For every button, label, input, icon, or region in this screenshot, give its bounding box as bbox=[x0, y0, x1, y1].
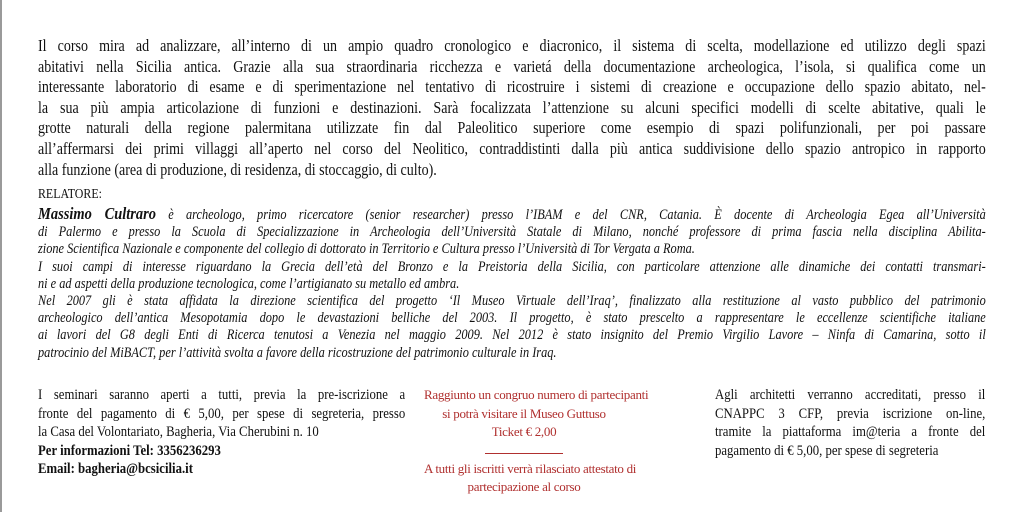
text-line: Nel 2007 gli è stata affidata la direzione scientifica del progetto ‘Il Museo Virtuale dell’Iraq’, finalizzato alla restituzione al vasto pubblico del patrimonio bbox=[38, 293, 986, 310]
text-line: fronte del pagamento di € 5,00, per spese di segreteria, presso bbox=[38, 405, 406, 422]
text-line: Il corso mira ad analizzare, all’interno di un ampio quadro cronologico e diacronico, il sistema di scelta, modellazione ed utilizzo degli spazi bbox=[38, 36, 986, 55]
text-line: zione Scientifica Nazionale e componente del collegio di dottorato in Territorio e Cultura presso l’Università di Tor Vergata a Roma. bbox=[38, 241, 695, 258]
speaker-name: Massimo Cultraro bbox=[38, 204, 157, 223]
text-line: si potrà visitare il Museo Guttuso bbox=[442, 405, 606, 421]
divider bbox=[485, 453, 563, 454]
ticket-price: Ticket € 2,00 bbox=[491, 424, 557, 439]
text-line: di Palermo e presso la Scuola di Specializzazione in Archeologia dell’Università Statale di Milano, nonché professore di prima fascia nella disciplina Abilita- bbox=[38, 224, 986, 241]
text-line: ni e ad aspetti della produzione tecnologica, come l’artigianato su metallo ed ambra. bbox=[38, 275, 460, 292]
text-line: grotte naturali della regione palermitana utilizzate fin dal Paleolitico superiore come esempio di spazi polifunzionali, per poi passare bbox=[38, 118, 986, 138]
text-line: pagamento di € 5,00, per spese di segreteria bbox=[715, 442, 939, 459]
bio-text: è archeologo, primo ricercatore (senior researcher) presso l’IBAM e del CNR, Catania. È docente di Archeologia Egea all’Università bbox=[156, 207, 986, 223]
text-line: archeologico dell’antica Mesopotamia dopo le devastazioni belliche del 2003. Il progetto, è stato prescelto a rappresentare le eccellenze scientifiche italiane bbox=[38, 310, 986, 327]
text-line: alla funzione (area di produzione, di residenza, di stoccaggio, di culto). bbox=[38, 159, 437, 179]
text-line: la sua più ampia articolazione di funzioni e destinazioni. Sarà focalizzata l’attenzione su alcuni specifici modelli di scelte abitative, quali le bbox=[38, 97, 986, 117]
text-line: Agli architetti verranno accreditati, presso il bbox=[715, 387, 986, 403]
course-description bbox=[38, 36, 986, 180]
phone-info: Per informazioni Tel: 3356236293 bbox=[38, 442, 221, 459]
text-line: tramite la piattaforma im@teria a fronte del bbox=[715, 424, 986, 440]
text-line: A tutti gli iscritti verrà rilasciato attestato di bbox=[424, 460, 637, 476]
speaker-label: RELATORE: bbox=[38, 187, 102, 202]
speaker-bio bbox=[38, 205, 986, 362]
text-line: I suoi campi di interesse riguardano la Grecia dell’età del Bronzo e la Preistoria della Sicilia, con particolare attenzione alle dinamiche dei contatti transmari- bbox=[38, 258, 986, 275]
page-edge bbox=[0, 0, 2, 512]
text-line: la Casa del Volontariato, Bagheria, Via Cherubini n. 10 bbox=[38, 424, 319, 440]
registration-info bbox=[38, 386, 405, 479]
text-line: CNAPPC 3 CFP, previa iscrizione on-line, bbox=[715, 405, 986, 422]
architects-credit-info bbox=[715, 386, 985, 460]
text-line: ai lavori del G8 degli Enti di Ricerca tenutosi a Venezia nel maggio 2009. Nel 2012 è stato insignito del Premio Virgilio Lavore – Ninfa di Camarina, sotto il bbox=[38, 327, 986, 344]
text-line: partecipazione al corso bbox=[467, 479, 581, 494]
email-info[interactable]: Email: bagheria@bcsicilia.it bbox=[38, 461, 193, 477]
text-line: patrocinio del MiBACT, per l’attività svolta a favore della ricostruzione del patrimonio culturale in Iraq. bbox=[38, 344, 557, 361]
text-line: Raggiunto un congruo numero di partecipanti bbox=[424, 387, 649, 402]
text-line: I seminari saranno aperti a tutti, previa la pre-iscrizione a bbox=[38, 387, 406, 403]
text-line: abitativi nella Sicilia antica. Grazie alla sua straordinaria ricchezza e varietá della documentazione archeologica, l’isola, si qualifica come un bbox=[38, 56, 986, 76]
text-line: interessante laboratorio di esame e di sperimentazione nel tentativo di ricostruire i sistemi di creazione e occupazione dello spazio abitato, nel- bbox=[38, 77, 986, 97]
text-line: all’affermarsi dei primi villaggi all’aperto nel corso del Neolitico, contraddistinti dalla più antica suddivisione dello spazio antropico in rapporto bbox=[38, 138, 986, 158]
museum-visit-info bbox=[424, 386, 649, 497]
text-line bbox=[38, 205, 986, 224]
